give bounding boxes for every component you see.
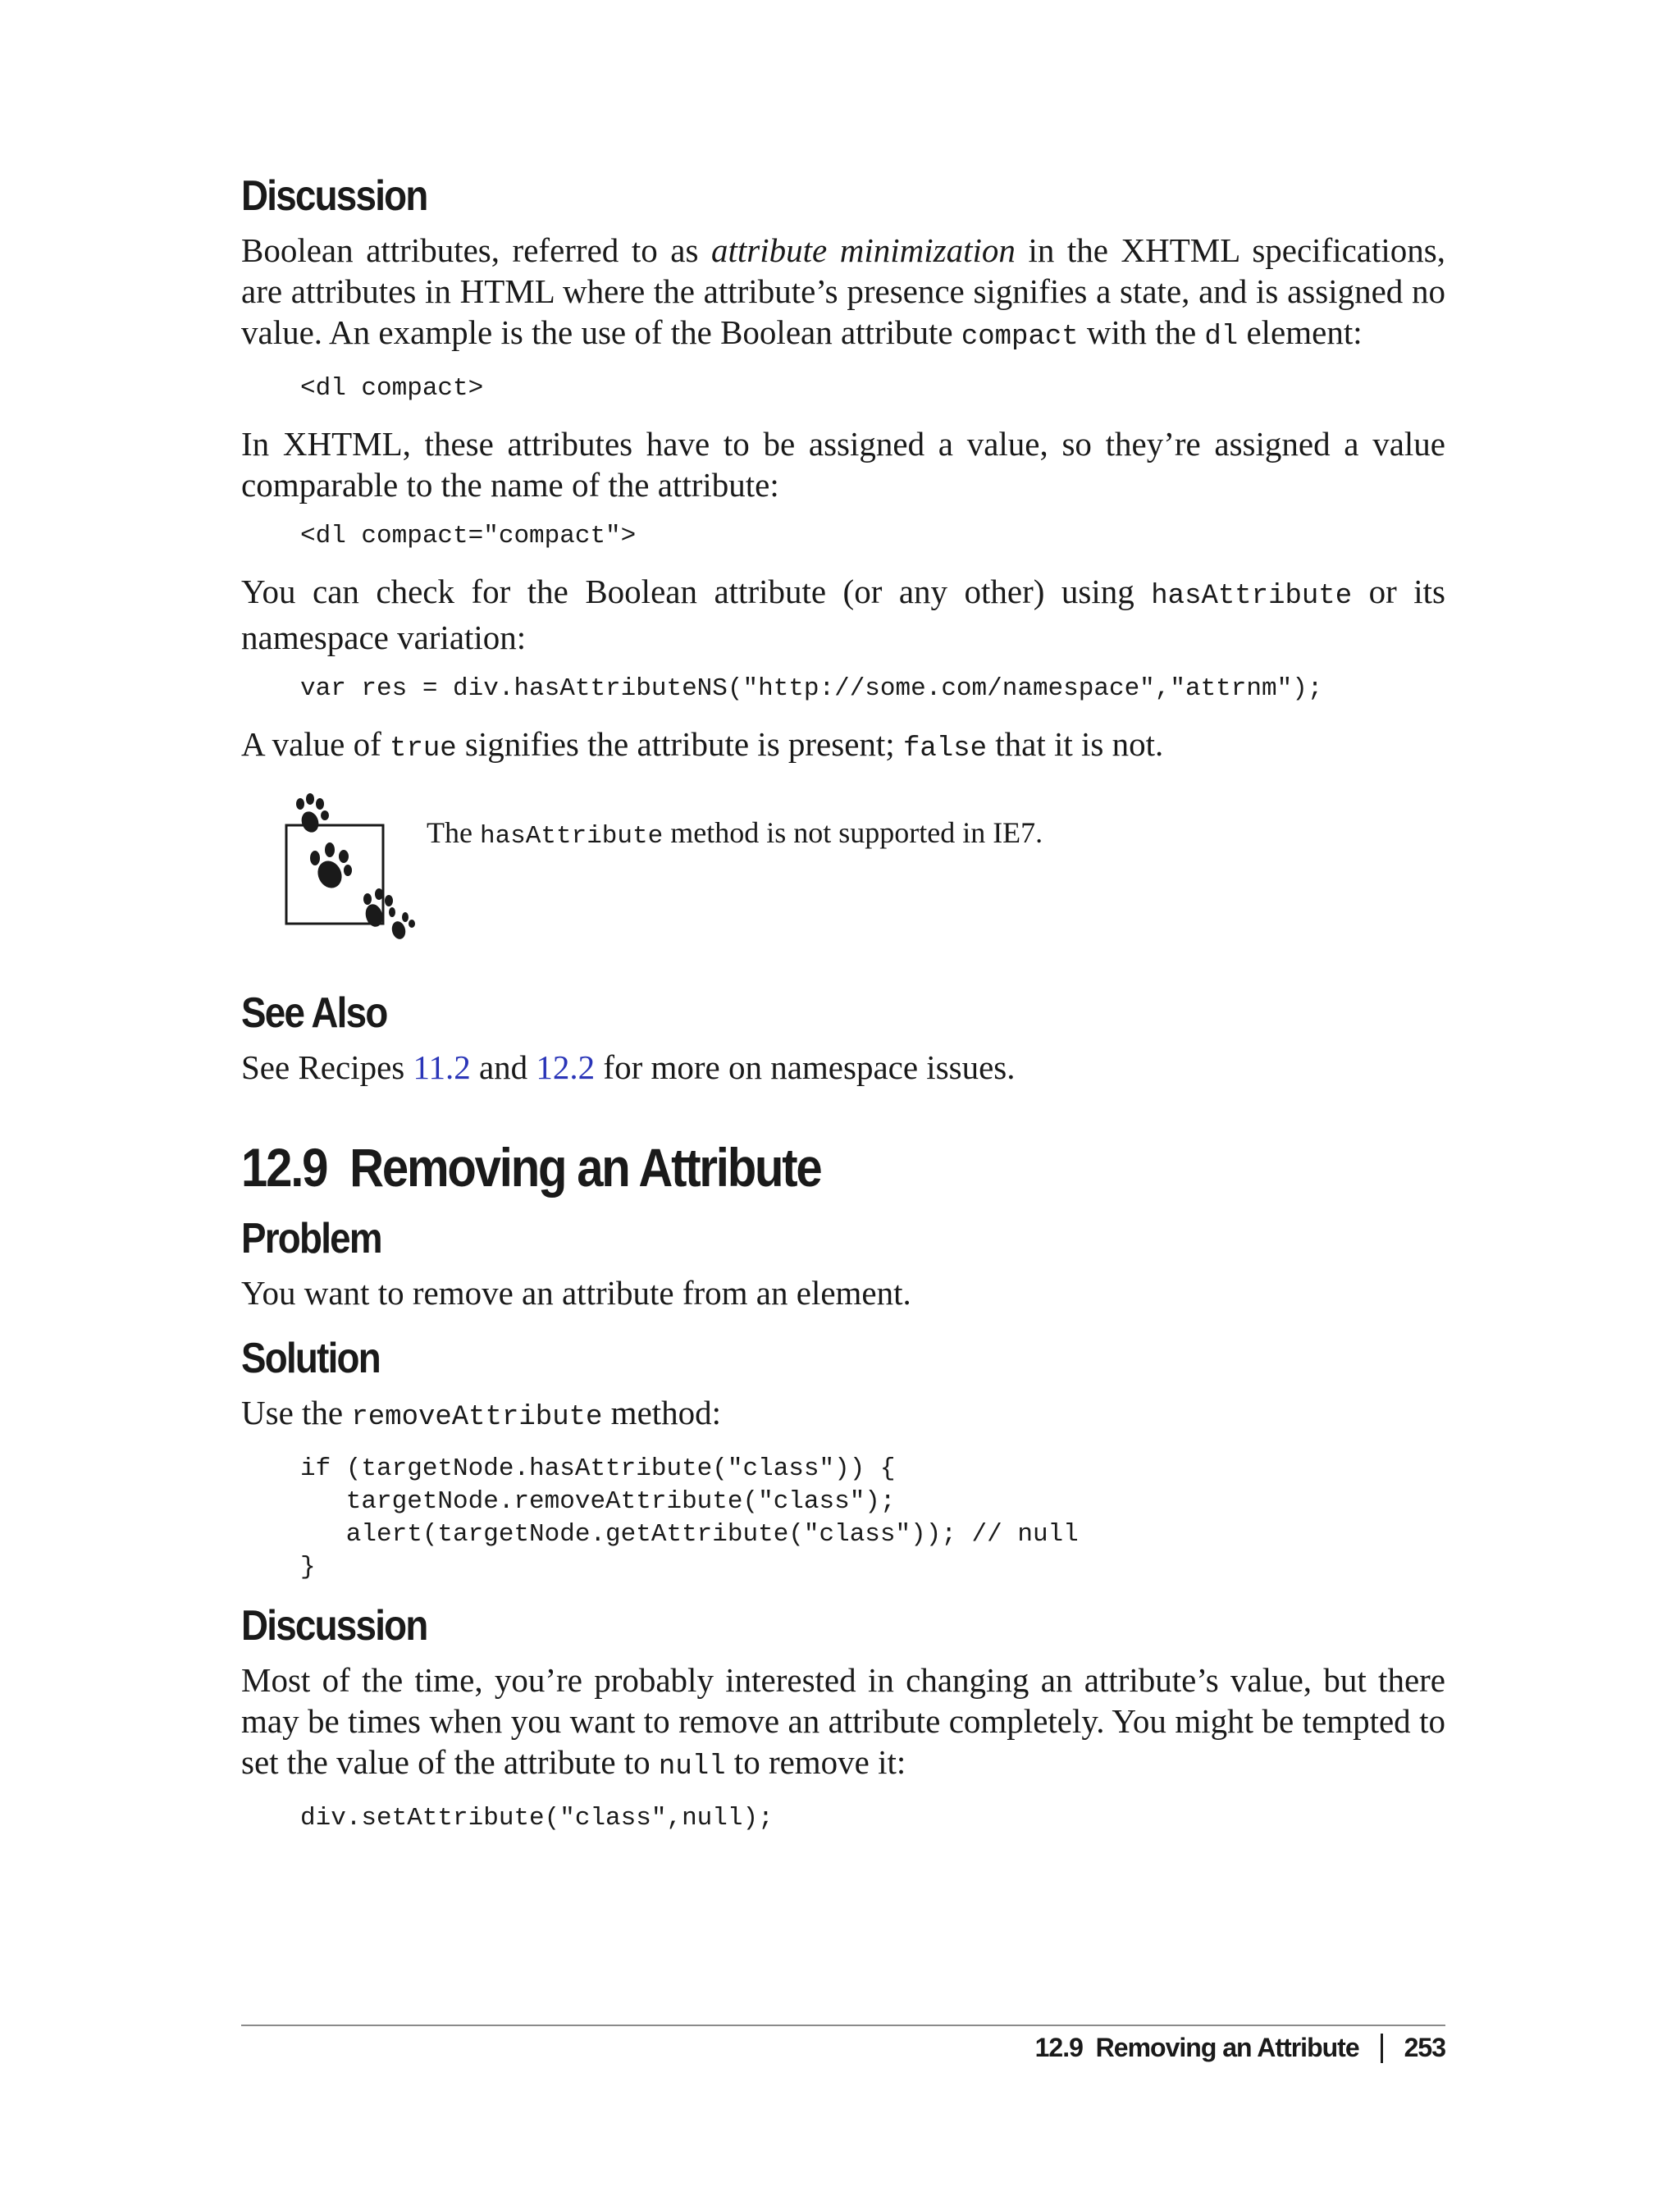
note-text: The hasAttribute method is not supported in IE7.: [427, 815, 1043, 851]
problem-paragraph: You want to remove an attribute from an element.: [241, 1274, 911, 1312]
discussion-heading-2: Discussion: [241, 1602, 427, 1650]
code-block: <dl compact="compact">: [300, 521, 637, 550]
inline-code: hasAttribute: [1151, 580, 1353, 612]
inline-code: removeAttribute: [351, 1402, 603, 1434]
see-also-paragraph: See Recipes 11.2 and 12.2 for more on namespace issues.: [241, 1048, 1016, 1086]
footer-separator: [1381, 2034, 1383, 2063]
recipe-link-11-2[interactable]: 11.2: [413, 1048, 471, 1086]
solution-paragraph: Use the removeAttribute method:: [241, 1394, 722, 1434]
see-also-heading: See Also: [241, 988, 387, 1037]
footer-section-title: 12.9 Removing an Attribute: [1034, 2033, 1359, 2062]
inline-code: dl: [1204, 321, 1239, 353]
inline-code: null: [658, 1751, 726, 1783]
discussion-paragraph-1: Boolean attributes, referred to as attribute minimization in the XHTML specifications, are attributes in HTML where the attribute’s presence signifies a state, and is assigned no value. An example is the use of the Boolean attribute compact with the dl element:: [241, 231, 1445, 353]
discussion-paragraph-3: You can check for the Boolean attribute (or any other) using hasAttribute or its namespace variation:: [241, 572, 1445, 656]
note-box: [241, 792, 1445, 948]
discussion2-paragraph: Most of the time, you’re probably interested in changing an attribute’s value, but there may be times when you want to remove an attribute completely. You might be tempted to set the value of the attribute to null to remove it:: [241, 1660, 1445, 1783]
code-block: div.setAttribute("class",null);: [300, 1803, 774, 1833]
problem-heading: Problem: [241, 1215, 381, 1263]
discussion-paragraph-4: A value of true signifies the attribute is present; false that it is not.: [241, 724, 1164, 765]
inline-code: false: [902, 733, 987, 765]
page-number: 253: [1404, 2033, 1445, 2062]
section-title: 12.9 Removing an Attribute: [241, 1136, 821, 1198]
code-block: if (targetNode.hasAttribute("class")) { targetNode.removeAttribute("class"); alert(targetNode.getAttribute("class")); // null }: [300, 1454, 1079, 1582]
code-block: var res = div.hasAttributeNS("http://some.com/namespace","attrnm");: [300, 673, 1323, 703]
solution-heading: Solution: [241, 1335, 380, 1383]
discussion-heading: Discussion: [241, 172, 427, 220]
inline-code: hasAttribute: [479, 821, 664, 851]
inline-code: true: [390, 733, 457, 765]
emphasis-text: attribute minimization: [710, 231, 1016, 269]
code-block: <dl compact>: [300, 373, 484, 403]
discussion-paragraph-2: In XHTML, these attributes have to be assigned a value, so they’re assigned a value comparable to the name of the attribute:: [241, 424, 1445, 504]
recipe-link-12-2[interactable]: 12.2: [536, 1048, 596, 1086]
footer-divider: [241, 2025, 1445, 2026]
page-content: [241, 172, 1445, 1853]
inline-code: compact: [961, 321, 1079, 353]
paw-prints-icon: [282, 792, 422, 948]
page-footer: [1035, 2033, 1445, 2063]
